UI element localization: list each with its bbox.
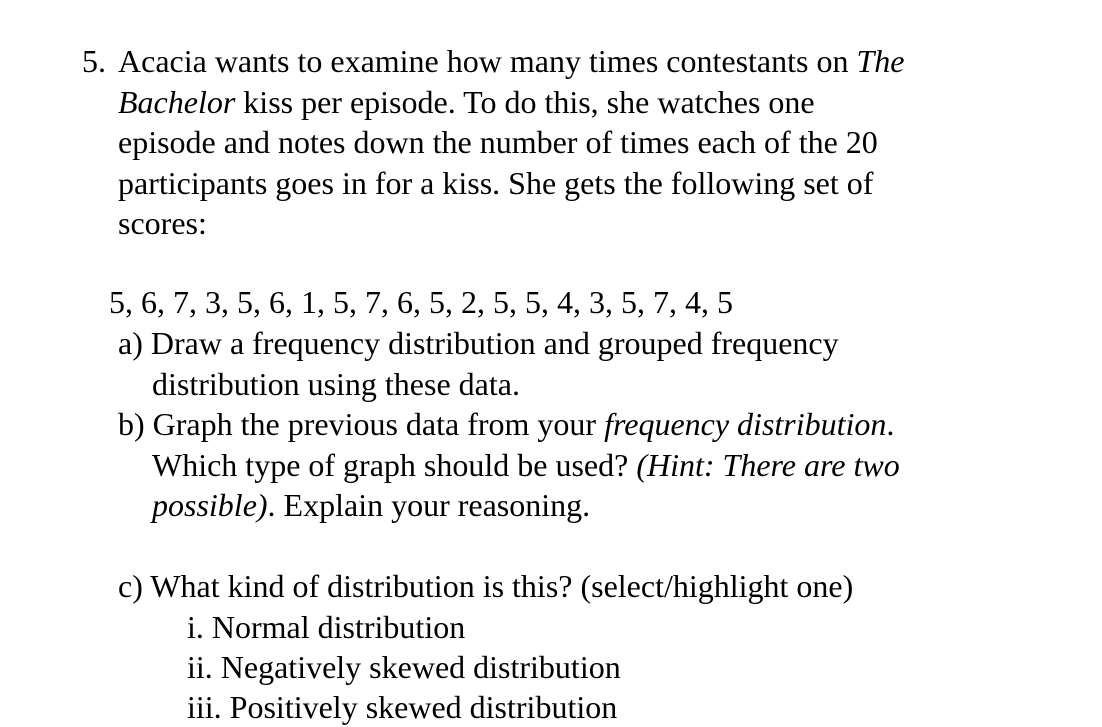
option-positively-skewed[interactable]: iii. Positively skewed distribution <box>187 688 618 725</box>
question-line-5: scores: <box>118 205 207 241</box>
scores-list: 5, 6, 7, 3, 5, 6, 1, 5, 7, 6, 5, 2, 5, 5, 4, 3, 5, 7, 4, 5 <box>109 284 733 320</box>
option-normal[interactable]: i. Normal distribution <box>187 608 466 645</box>
part-a-line-1: a) Draw a frequency distribution and grouped frequency <box>118 325 839 361</box>
question-line-2 <box>82 82 1082 123</box>
option-negatively-skewed[interactable]: ii. Negatively skewed distribution <box>187 648 621 685</box>
part-b-text-1: b) Graph the previous data from your <box>118 406 605 442</box>
part-c-prompt: c) What kind of distribution is this? (select/highlight one) <box>118 568 854 604</box>
part-b-text-3: . Explain your reasoning. <box>267 487 591 523</box>
part-b-line-1 <box>118 404 1078 445</box>
show-title-bachelor: Bachelor <box>118 83 236 120</box>
question-5 <box>82 41 1082 244</box>
part-c <box>118 566 1078 727</box>
question-number: 5. <box>82 43 106 79</box>
part-b-hint: (Hint: There are two <box>636 446 900 483</box>
part-b-emphasis-1: frequency distribution <box>604 406 887 442</box>
part-a-line-2: distribution using these data. <box>152 365 520 402</box>
show-title-the: The <box>856 43 905 79</box>
part-b-line-3 <box>118 485 1078 526</box>
part-b-hint-end: possible) <box>152 487 268 523</box>
parts-a-b <box>118 323 1078 526</box>
part-b-period: . <box>886 406 895 442</box>
question-line-1 <box>82 41 1082 82</box>
question-text-1: Acacia wants to examine how many times contestants on <box>118 43 857 79</box>
part-b-text-2: Which type of graph should be used? <box>152 446 637 483</box>
question-text-2: kiss per episode. To do this, she watches one <box>235 83 815 120</box>
part-b-line-2 <box>118 445 1078 486</box>
question-line-3: episode and notes down the number of times each of the 20 <box>118 124 878 160</box>
question-line-4: participants goes in for a kiss. She gets the following set of <box>118 164 874 201</box>
